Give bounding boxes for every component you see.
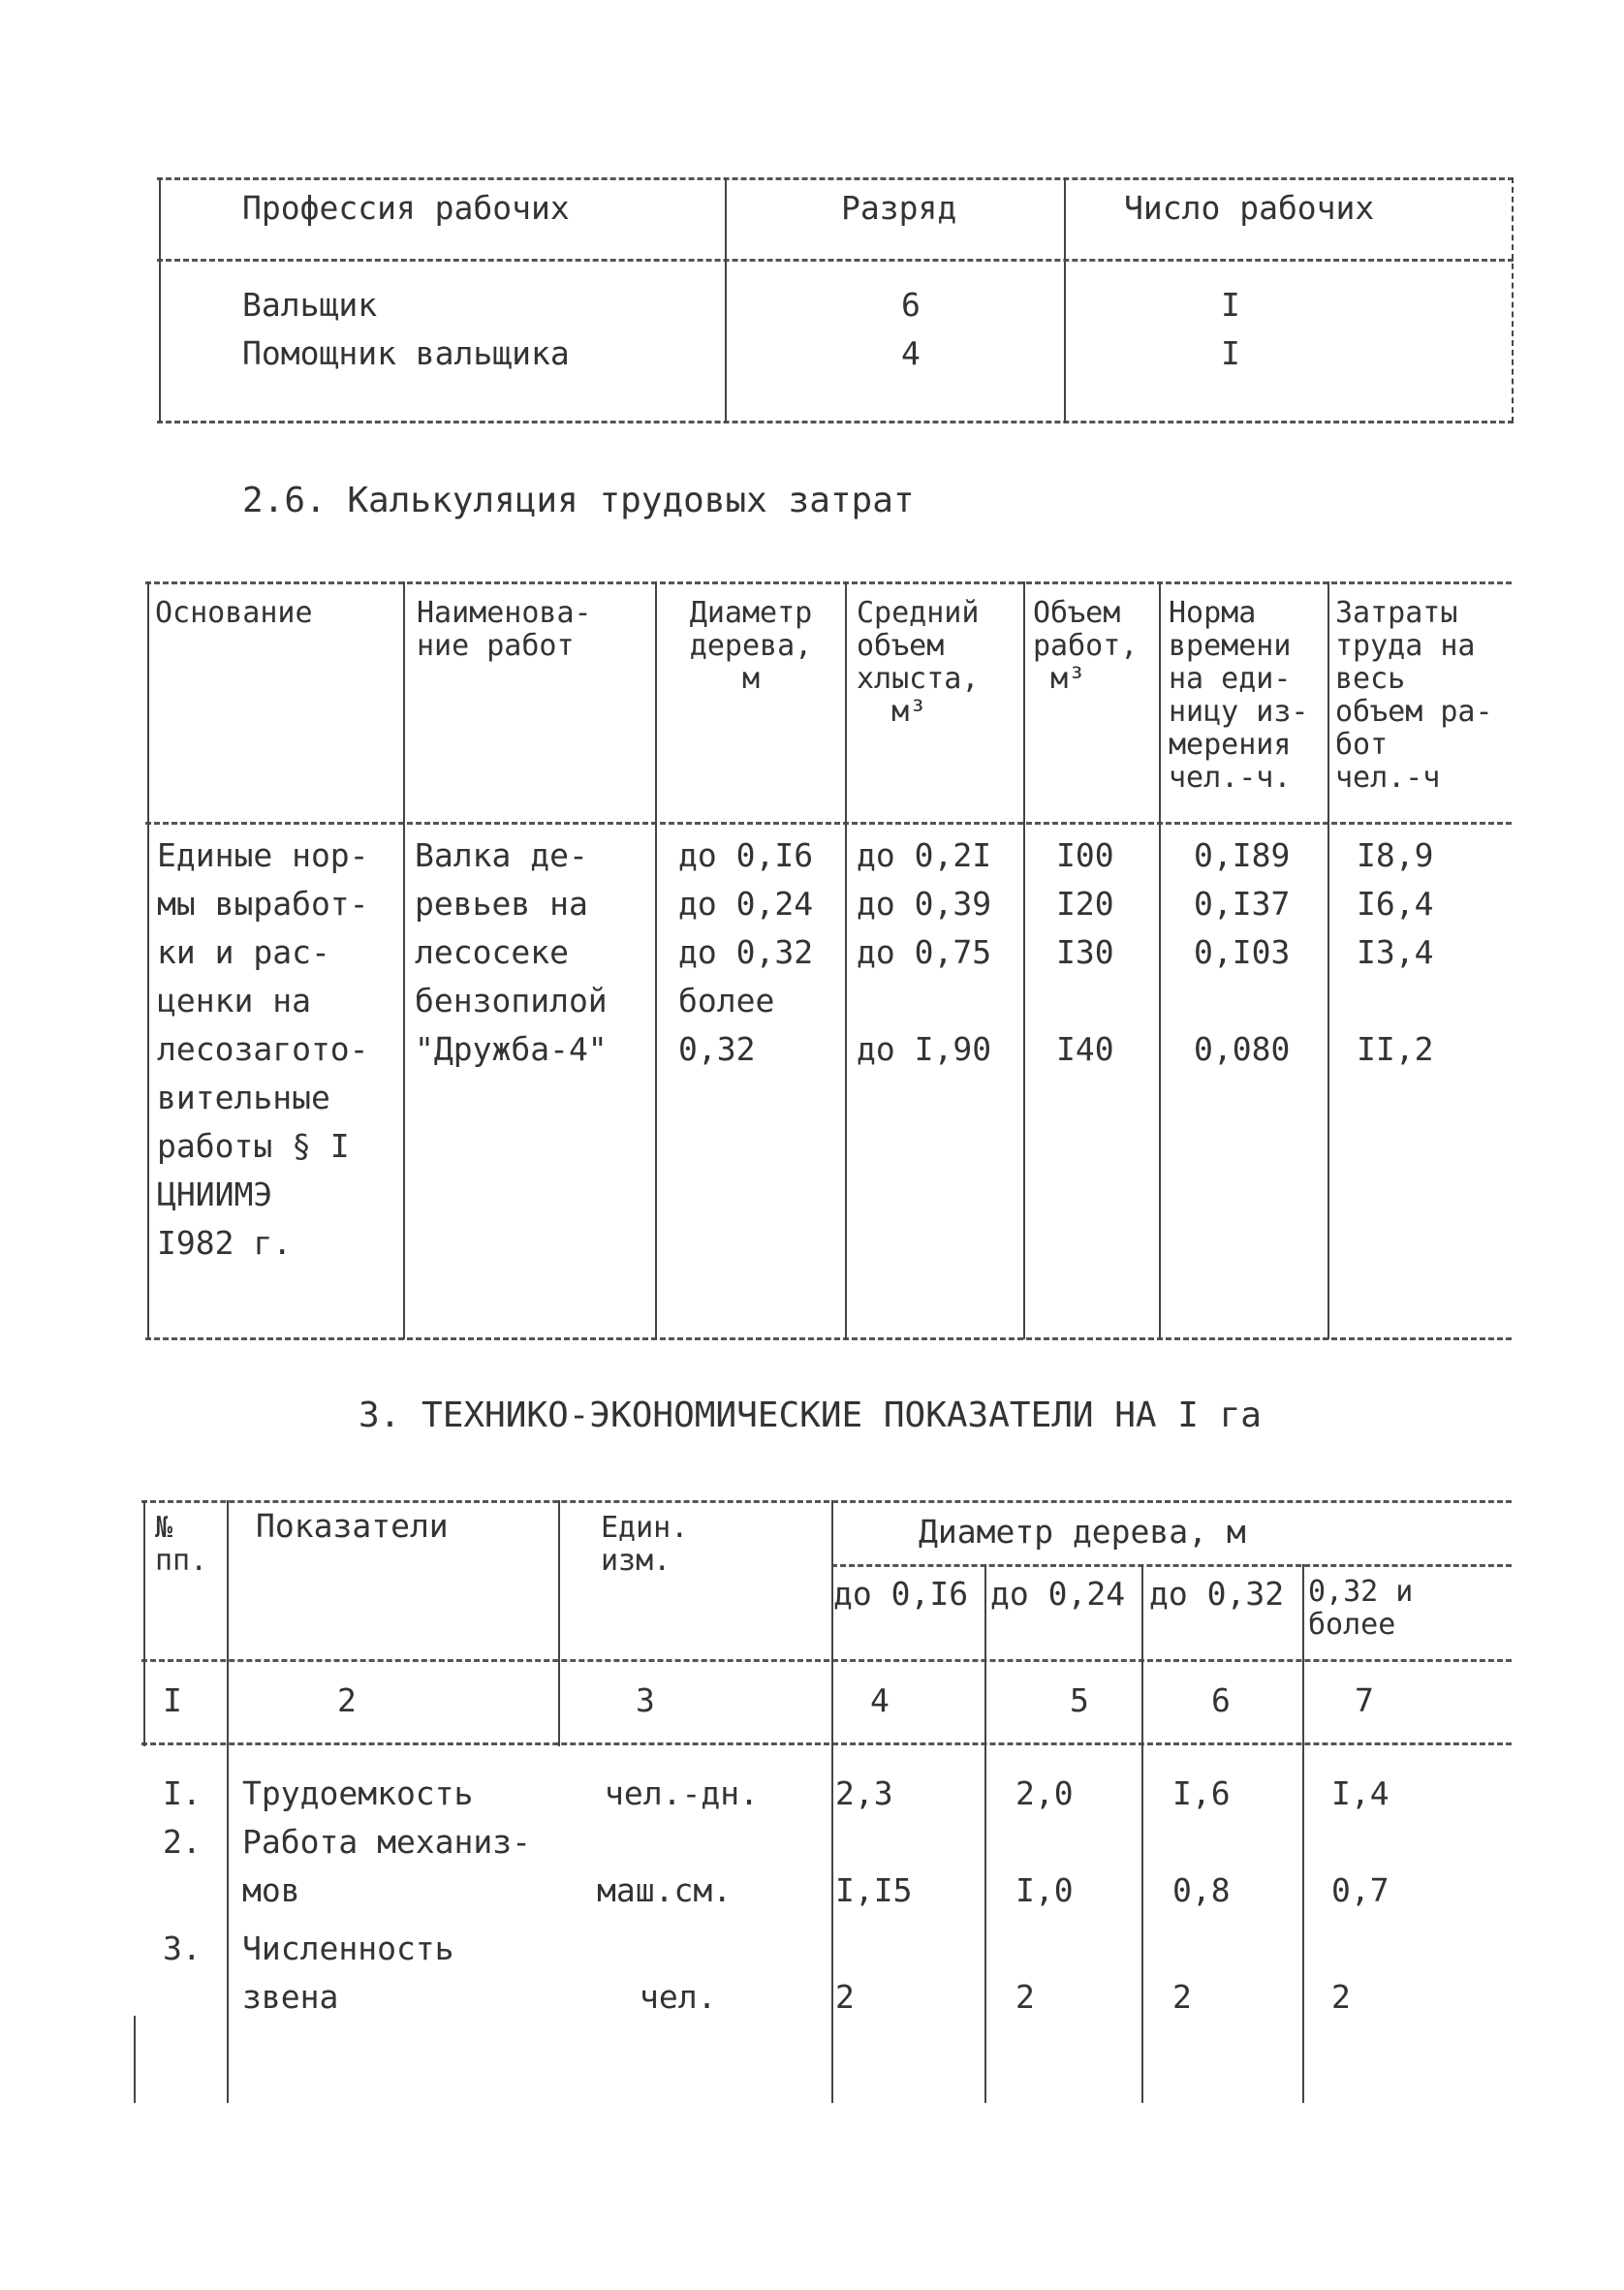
table-rule [159,177,161,423]
col-number: 4 [870,1681,890,1719]
row-value: I,4 [1331,1774,1390,1812]
table-rule [1512,177,1514,423]
table-rule [1141,1564,1143,2103]
row-value: 2,3 [835,1774,893,1812]
header-num: № пп. [155,1511,208,1578]
table-rule [1064,177,1066,423]
table-rule [134,2016,136,2103]
row-value: I,I5 [835,1871,913,1909]
table-rule [141,1659,1512,1662]
section-heading-2-6: 2.6. Калькуляция трудовых затрат [242,481,915,520]
col-number: 5 [1070,1681,1089,1719]
row-num: 2. [163,1823,202,1861]
table-rule [147,581,149,1339]
header-profession: Профессия рабочих [242,189,570,227]
table-rule [145,822,1512,825]
row-value: 2 [835,1978,855,2016]
table-rule [157,177,1514,180]
table-cell: 4 [901,334,921,372]
header-work-name: Наименова- ние работ [417,596,592,663]
table-rule [143,1500,145,1746]
row-num: I. [163,1774,202,1812]
table-rule [1327,581,1329,1339]
header-count: Число рабочих [1124,189,1375,227]
header-d4: 0,32 и более [1308,1575,1414,1642]
table-rule [558,1500,560,1746]
avg-volume-values: до 0,2I до 0,39 до 0,75 до I,90 [857,836,992,1068]
row-value: 2 [1015,1978,1035,2016]
row-value: I,6 [1172,1774,1231,1812]
row-unit: чел. [640,1978,717,2016]
diameter-values: до 0,I6 до 0,24 до 0,32 более 0,32 [678,836,814,1068]
table-rule [157,259,1514,262]
header-indicator: Показатели [256,1507,449,1545]
header-labor: Затраты труда на весь объем ра- бот чел.-ч [1335,596,1493,795]
header-work-volume: Объем работ, м³ [1033,596,1139,696]
table-cell: 6 [901,286,921,324]
col-number: 7 [1355,1681,1374,1719]
row-name: Работа механиз- мов [242,1823,532,1909]
header-d3: до 0,32 [1149,1575,1285,1613]
row-value: 0,7 [1331,1871,1390,1909]
work-name-text: Валка де- ревьев на лесосеке бензопилой "Дружба-4" [415,836,608,1068]
row-value: 0,8 [1172,1871,1231,1909]
table-rule [227,1500,229,2103]
basis-text: Единые нор- мы выработ- ки и рас- ценки на лесозаготo- вительные работы § I ЦНИИМЭ I982 г. [157,836,369,1262]
row-unit: чел.-дн. [605,1774,759,1812]
table-rule [1302,1564,1304,2103]
table-rule [845,581,847,1339]
header-unit: Един. изм. [601,1511,689,1578]
table-cell: Вальщик [242,286,378,324]
table-rule [1023,581,1025,1339]
header-time-norm: Норма времени на еди- ницу из- мерения чел.-ч. [1169,596,1309,795]
table-cell: I [1221,334,1240,372]
col-number: I [163,1681,182,1719]
col-number: 3 [636,1681,655,1719]
time-norm-values: 0,I89 0,I37 0,I03 0,080 [1194,836,1291,1068]
header-diameter: Диаметр дерева, м [689,596,813,696]
table-rule [725,177,727,423]
row-value: 2 [1331,1978,1351,2016]
header-basis: Основание [155,596,313,630]
header-grade: Разряд [841,189,957,227]
row-name: Численность звена [242,1929,454,2016]
table-rule [831,1564,1512,1567]
row-num: 3. [163,1929,202,1967]
table-rule [1159,581,1161,1339]
row-value: 2,0 [1015,1774,1074,1812]
col-number: 6 [1211,1681,1231,1719]
header-avg-volume: Средний объем хлыста, м³ [857,596,980,729]
section-heading-3: 3. ТЕХНИКО-ЭКОНОМИЧЕСКИЕ ПОКАЗАТЕЛИ НА I га [359,1396,1262,1435]
header-d2: до 0,24 [990,1575,1126,1613]
table-rule [145,581,1512,584]
work-volume-values: I00 I20 I30 I40 [1056,836,1114,1068]
header-d1: до 0,I6 [833,1575,969,1613]
row-value: 2 [1172,1978,1192,2016]
table-rule [141,1742,1512,1745]
row-unit: маш.см. [597,1871,733,1909]
row-name: Трудоемкость [242,1774,474,1812]
header-diameter-group: Диаметр дерева, м [919,1513,1246,1551]
labor-values: I8,9 I6,4 I3,4 II,2 [1357,836,1434,1068]
row-value: I,0 [1015,1871,1074,1909]
table-rule [157,421,1514,423]
table-rule [984,1564,986,2103]
table-cell: Помощник вальщика [242,334,570,372]
table-rule [655,581,657,1339]
table-rule [145,1337,1512,1340]
table-rule [403,581,405,1339]
table-cell: I [1221,286,1240,324]
col-number: 2 [337,1681,357,1719]
